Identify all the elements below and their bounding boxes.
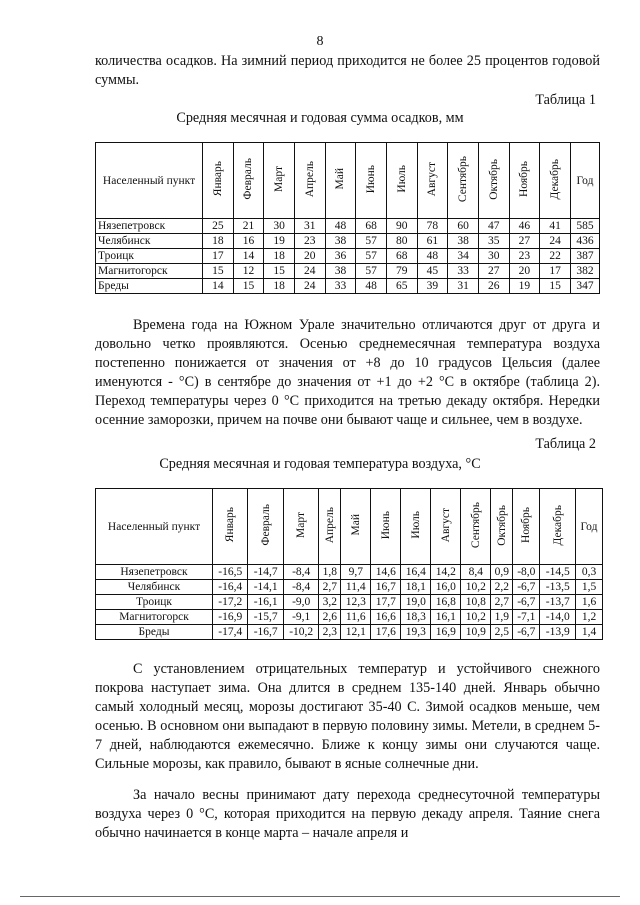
settlement-name: Бреды [96,279,203,294]
t1-month-label: Декабрь [549,158,562,200]
temperature-table [95,488,603,640]
value-cell: 68 [386,249,417,264]
value-cell: 16,1 [431,610,461,625]
t1-month-header [386,143,417,219]
t1-month-header [233,143,264,219]
value-cell: 16,0 [431,580,461,595]
value-cell: 16 [233,234,264,249]
value-cell: 33 [448,264,479,279]
t1-month-label: Май [334,168,347,190]
t1-month-header [448,143,479,219]
value-cell: 16,7 [371,580,401,595]
year-total-cell: 436 [571,234,600,249]
value-cell: 10,2 [461,580,491,595]
value-cell: 68 [356,219,387,234]
autumn-paragraph: Времена года на Южном Урале значительно отличаются друг от друга и довольно четко проявляются. Осенью среднемесячная температура воздуха постепенно понижается от значения от +8 до 10 градусов Цельсия (далее именуются - °С) в сентябре до значения от +1 до +2 °С в октябре (таблица 2). Переход температуры через 0 °С приходится на третью декаду октября. Нередки осенние заморозки, причем на почве они бывают чаще и сильнее, чем в воздухе. [95,317,600,428]
value-cell: -16,9 [213,610,248,625]
value-cell: -13,5 [540,580,576,595]
table-row [96,580,603,595]
year-total-cell: 387 [571,249,600,264]
settlement-name: Нязепетровск [96,219,203,234]
t2-month-label: Октябрь [495,504,508,546]
value-cell: 23 [294,234,325,249]
t2-month-header [341,489,371,565]
year-total-cell: 1,6 [576,595,603,610]
value-cell: -14,7 [248,565,283,580]
t2-month-label: Март [295,512,308,538]
value-cell: 16,4 [401,565,431,580]
value-cell: 2,7 [491,595,513,610]
value-cell: 57 [356,249,387,264]
year-total-cell: 1,4 [576,625,603,640]
value-cell: 17 [203,249,234,264]
value-cell: 16,6 [371,610,401,625]
value-cell: 45 [417,264,448,279]
year-total-cell: 1,2 [576,610,603,625]
value-cell: -6,7 [513,625,540,640]
value-cell: 57 [356,234,387,249]
t2-month-header [283,489,318,565]
settlement-name: Магнитогорск [96,610,213,625]
value-cell: 18 [264,249,295,264]
t1-month-header [325,143,356,219]
value-cell: 78 [417,219,448,234]
table2-corner-header: Населенный пункт [96,489,213,565]
value-cell: 0,9 [491,565,513,580]
t1-month-header [417,143,448,219]
t2-month-label: Ноябрь [520,507,533,543]
value-cell: 80 [386,234,417,249]
t2-month-label: Июнь [379,510,392,540]
t2-month-label: Апрель [323,506,336,544]
value-cell: 10,8 [461,595,491,610]
settlement-name: Троицк [96,595,213,610]
winter-paragraph: С установлением отрицательных температур и устойчивого снежного покрова наступает зима. Она длится в среднем 135-140 дней. Январь обычно самый холодный месяц, морозы достигают 35-40 С. Зимой осадков меньше, чем осенью. В основном они выпадают в первую половину зимы. Метели, в среднем 5-7 дней, наблюдаются ежемесячно. Ближе к концу зимы они случаются чаще. Сильные морозы, как правило, бывают в ясные солнечные дни. [95,661,600,772]
t2-month-header [491,489,513,565]
value-cell: 9,7 [341,565,371,580]
t2-month-header [401,489,431,565]
value-cell: 14,2 [431,565,461,580]
t1-year-header: Год [571,143,600,219]
value-cell: 38 [325,264,356,279]
value-cell: -14,0 [540,610,576,625]
value-cell: 19,0 [401,595,431,610]
t1-month-header [264,143,295,219]
value-cell: 65 [386,279,417,294]
value-cell: 15 [540,279,571,294]
table-row [96,249,600,264]
t1-month-label: Январь [211,161,224,197]
value-cell: -9,0 [283,595,318,610]
t2-month-header [431,489,461,565]
value-cell: 1,8 [319,565,341,580]
t1-month-label: Август [426,161,439,197]
value-cell: 18 [203,234,234,249]
t1-month-header [203,143,234,219]
table-row [96,279,600,294]
value-cell: -16,5 [213,565,248,580]
value-cell: -15,7 [248,610,283,625]
table-row [96,610,603,625]
value-cell: 15 [203,264,234,279]
settlement-name: Бреды [96,625,213,640]
table-row [96,264,600,279]
value-cell: 79 [386,264,417,279]
t2-month-label: Февраль [259,504,272,546]
value-cell: 25 [203,219,234,234]
value-cell: 90 [386,219,417,234]
value-cell: 20 [294,249,325,264]
value-cell: 2,3 [319,625,341,640]
intro-paragraph: количества осадков. На зимний период приходится не более 25 процентов годовой суммы. [95,53,600,88]
value-cell: -17,4 [213,625,248,640]
settlement-name: Челябинск [96,234,203,249]
precipitation-table [95,142,600,294]
value-cell: -6,7 [513,580,540,595]
value-cell: -13,7 [540,595,576,610]
value-cell: 33 [325,279,356,294]
value-cell: -16,4 [213,580,248,595]
value-cell: 17 [540,264,571,279]
t2-month-header [513,489,540,565]
value-cell: 38 [448,234,479,249]
t2-month-label: Май [349,514,362,536]
value-cell: 12,1 [341,625,371,640]
t1-month-label: Сентябрь [457,155,470,203]
value-cell: -8,4 [283,565,318,580]
value-cell: -13,9 [540,625,576,640]
value-cell: 30 [478,249,509,264]
settlement-name: Челябинск [96,580,213,595]
t1-month-header [478,143,509,219]
value-cell: 24 [294,279,325,294]
t2-month-header [540,489,576,565]
value-cell: 41 [540,219,571,234]
t1-month-label: Июнь [365,164,378,194]
t2-month-header [213,489,248,565]
table-row [96,595,603,610]
table-row [96,219,600,234]
value-cell: 17,7 [371,595,401,610]
page-number: 8 [316,34,324,49]
value-cell: 12,3 [341,595,371,610]
table-row [96,565,603,580]
value-cell: 21 [233,219,264,234]
settlement-name: Нязепетровск [96,565,213,580]
value-cell: -7,1 [513,610,540,625]
value-cell: -9,1 [283,610,318,625]
value-cell: 19 [264,234,295,249]
value-cell: 26 [478,279,509,294]
value-cell: 12 [233,264,264,279]
table1-label: Таблица 1 [535,92,596,108]
t1-month-header [356,143,387,219]
t1-month-header [540,143,571,219]
settlement-name: Магнитогорск [96,264,203,279]
value-cell: -17,2 [213,595,248,610]
value-cell: 46 [509,219,540,234]
value-cell: 17,6 [371,625,401,640]
year-total-cell: 585 [571,219,600,234]
value-cell: -8,0 [513,565,540,580]
value-cell: 15 [264,264,295,279]
value-cell: 60 [448,219,479,234]
t2-month-header [319,489,341,565]
value-cell: 8,4 [461,565,491,580]
value-cell: 31 [448,279,479,294]
t1-month-label: Июль [395,165,408,193]
value-cell: 34 [448,249,479,264]
value-cell: 2,2 [491,580,513,595]
value-cell: 39 [417,279,448,294]
t2-month-header [248,489,283,565]
value-cell: 10,2 [461,610,491,625]
value-cell: -16,1 [248,595,283,610]
t1-month-label: Март [273,166,286,192]
table-row [96,625,603,640]
value-cell: 2,5 [491,625,513,640]
value-cell: -8,4 [283,580,318,595]
value-cell: 30 [264,219,295,234]
year-total-cell: 1,5 [576,580,603,595]
spring-paragraph: За начало весны принимают дату перехода среднесуточной температуры воздуха через 0 °С, которая приходится на первую декаду апреля. Таяние снега обычно начинается в конце марта – начале апреля и [95,787,600,841]
bottom-divider [20,896,620,897]
value-cell: 19,3 [401,625,431,640]
value-cell: 16,9 [431,625,461,640]
value-cell: 22 [540,249,571,264]
table2-caption: Средняя месячная и годовая температура воздуха, °С [159,456,481,472]
t1-month-label: Апрель [303,160,316,198]
value-cell: 23 [509,249,540,264]
t1-month-header [294,143,325,219]
t1-month-label: Ноябрь [518,161,531,197]
value-cell: 48 [356,279,387,294]
value-cell: 18,1 [401,580,431,595]
t2-month-label: Июль [409,511,422,539]
t1-month-label: Февраль [242,158,255,200]
year-total-cell: 382 [571,264,600,279]
value-cell: 24 [294,264,325,279]
value-cell: 57 [356,264,387,279]
value-cell: 14,6 [371,565,401,580]
value-cell: -14,5 [540,565,576,580]
value-cell: 27 [509,234,540,249]
table1-caption: Средняя месячная и годовая сумма осадков, мм [176,110,464,126]
t1-month-label: Октябрь [487,158,500,200]
value-cell: 35 [478,234,509,249]
value-cell: 24 [540,234,571,249]
value-cell: 48 [325,219,356,234]
t2-month-header [371,489,401,565]
t2-month-header [461,489,491,565]
t2-month-label: Август [439,507,452,543]
value-cell: 11,6 [341,610,371,625]
value-cell: 36 [325,249,356,264]
t2-month-label: Декабрь [551,504,564,546]
value-cell: 31 [294,219,325,234]
value-cell: 14 [203,279,234,294]
value-cell: -10,2 [283,625,318,640]
value-cell: 2,7 [319,580,341,595]
value-cell: 2,6 [319,610,341,625]
t2-month-label: Сентябрь [469,501,482,549]
value-cell: 18 [264,279,295,294]
value-cell: 10,9 [461,625,491,640]
table1-corner-header: Населенный пункт [96,143,203,219]
value-cell: -14,1 [248,580,283,595]
table2-label: Таблица 2 [535,436,596,452]
value-cell: 38 [325,234,356,249]
value-cell: 19 [509,279,540,294]
value-cell: 3,2 [319,595,341,610]
value-cell: 61 [417,234,448,249]
value-cell: 27 [478,264,509,279]
value-cell: 20 [509,264,540,279]
t2-year-header: Год [576,489,603,565]
value-cell: 15 [233,279,264,294]
table-row [96,234,600,249]
year-total-cell: 347 [571,279,600,294]
value-cell: -6,7 [513,595,540,610]
value-cell: 48 [417,249,448,264]
value-cell: 18,3 [401,610,431,625]
t1-month-header [509,143,540,219]
value-cell: 47 [478,219,509,234]
value-cell: -16,7 [248,625,283,640]
value-cell: 1,9 [491,610,513,625]
year-total-cell: 0,3 [576,565,603,580]
settlement-name: Троицк [96,249,203,264]
value-cell: 14 [233,249,264,264]
value-cell: 16,8 [431,595,461,610]
t2-month-label: Январь [224,507,237,543]
value-cell: 11,4 [341,580,371,595]
